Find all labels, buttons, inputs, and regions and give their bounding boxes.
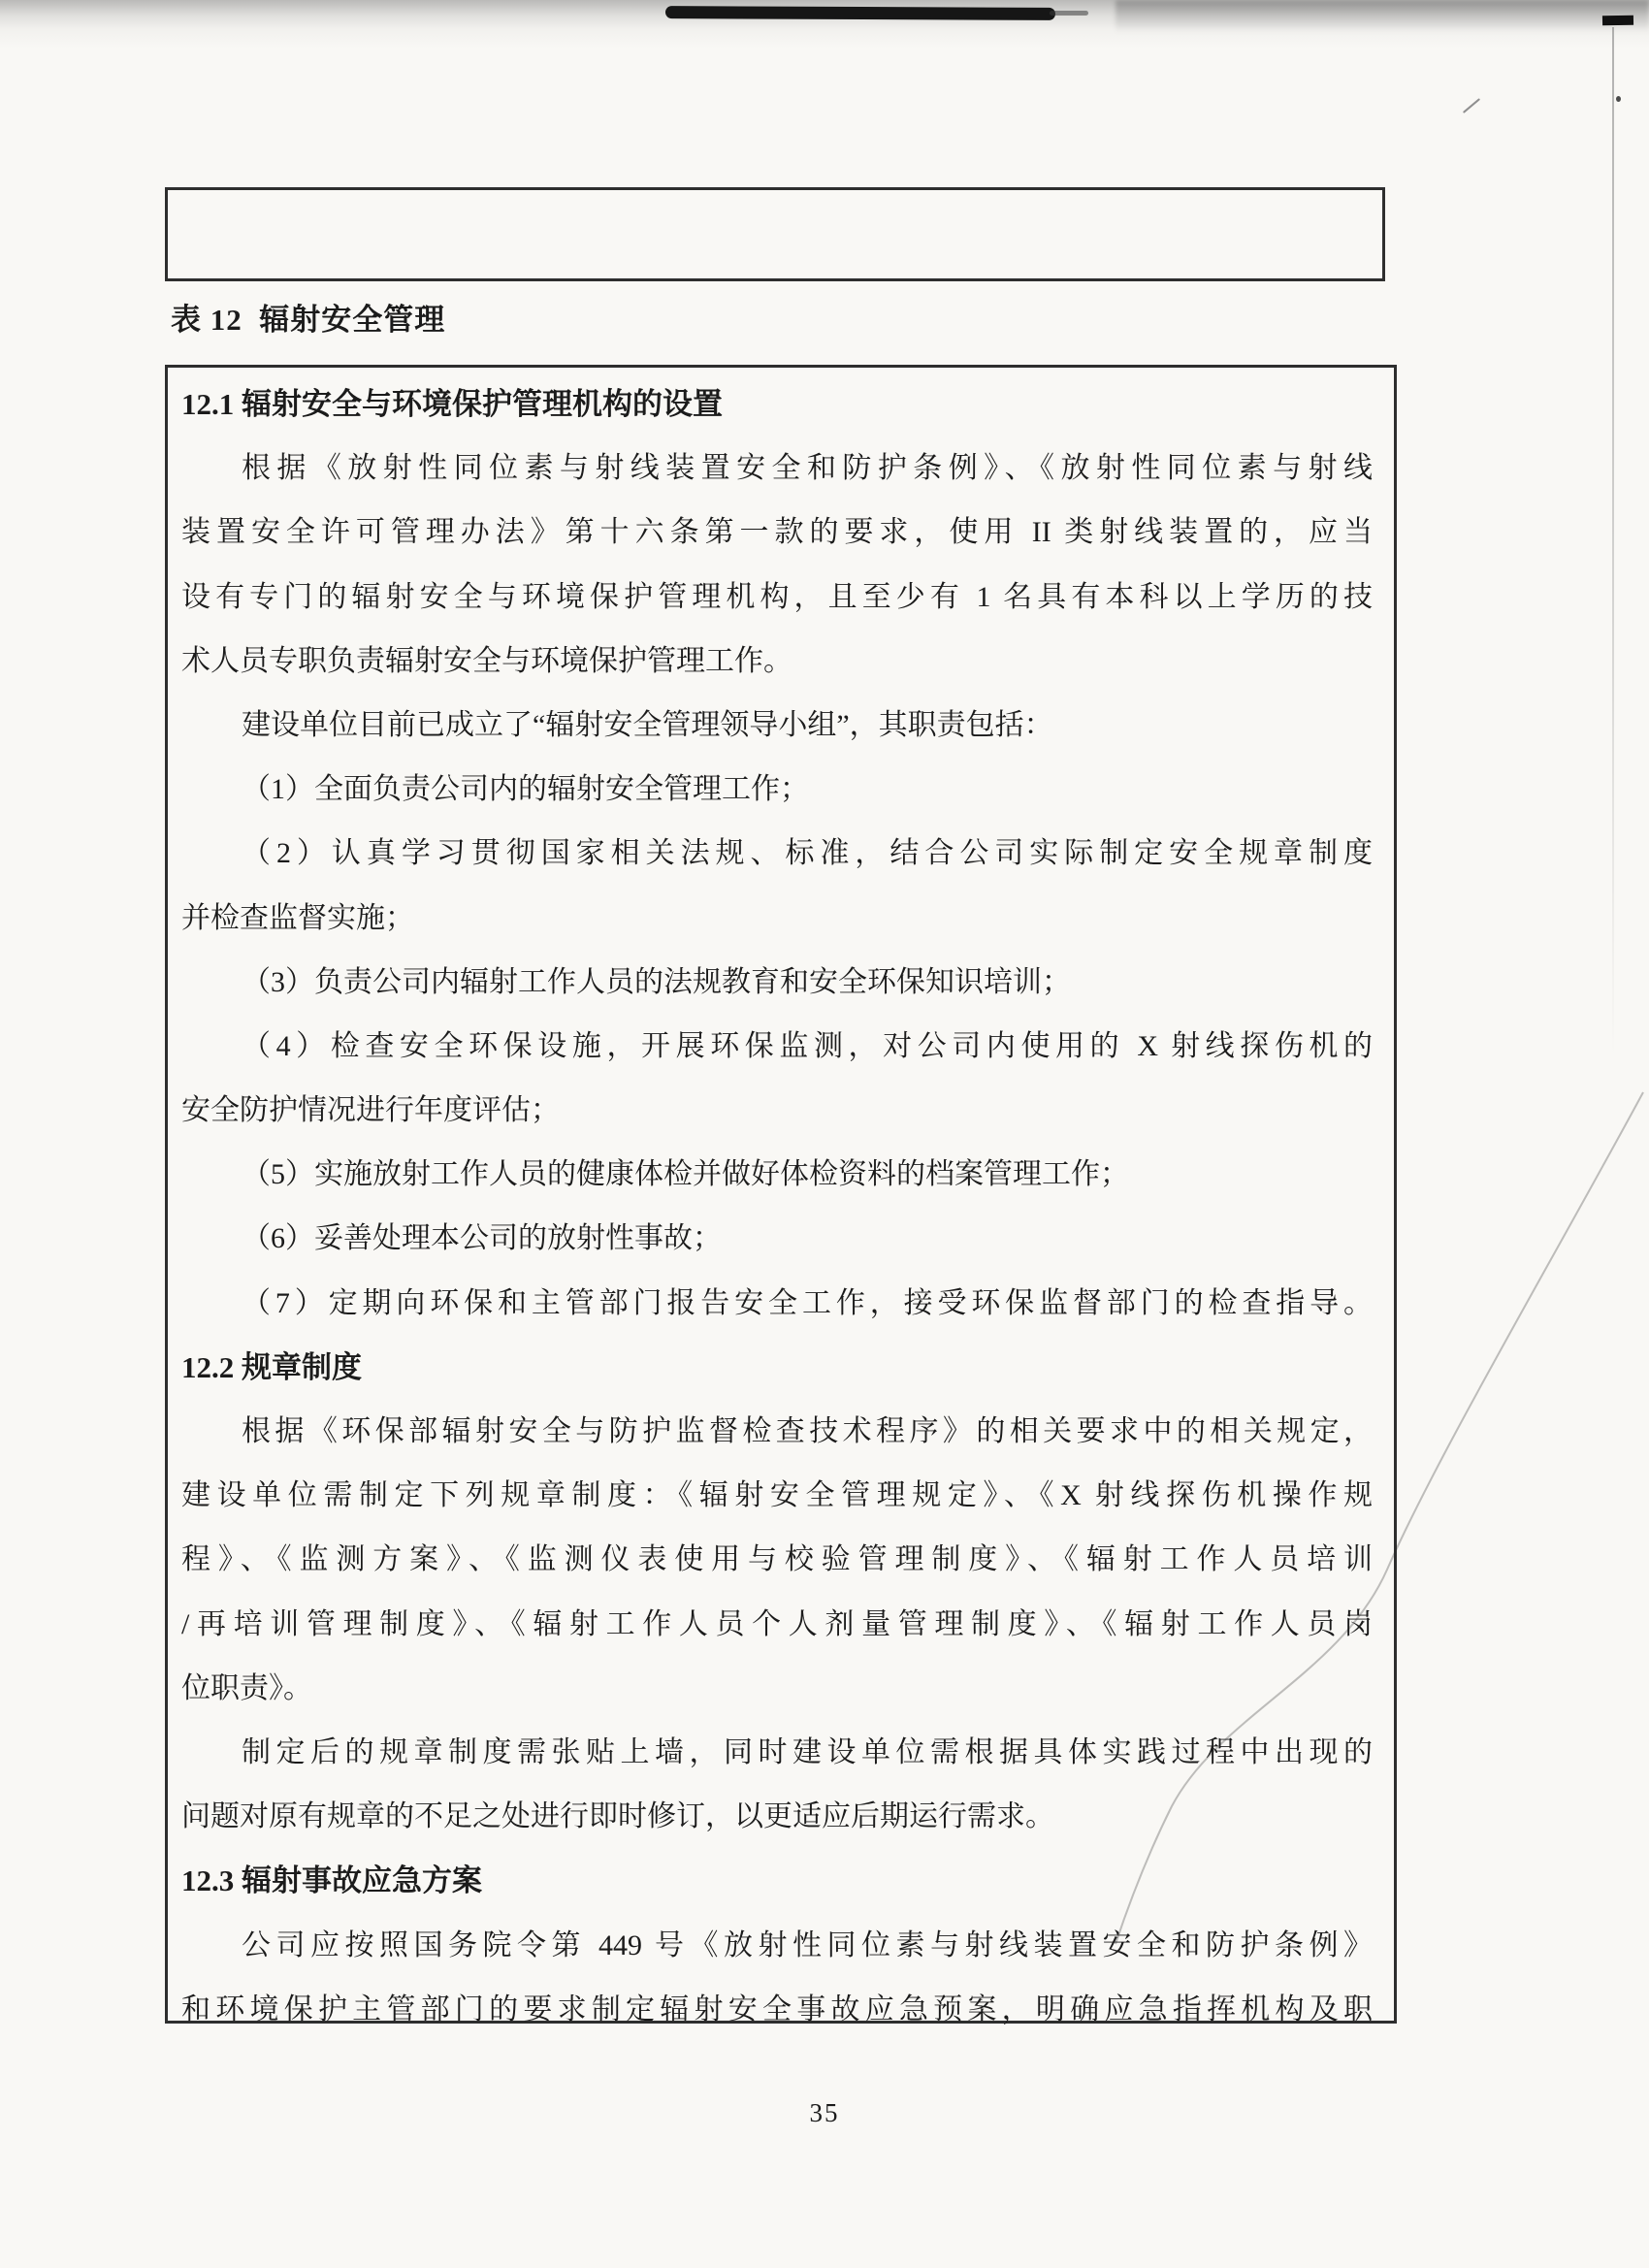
page-number: 35 <box>809 2098 840 2127</box>
dust-speck <box>1616 96 1621 102</box>
text-line: （2）认真学习贯彻国家相关法规、标准，结合公司实际制定安全规章制度 <box>242 837 1373 870</box>
top-scan-shadow-right <box>1116 0 1649 33</box>
text-line: 建设单位需制定下列规章制度：《辐射安全管理规定》、《X 射线探伤机操作规 <box>181 1479 1373 1512</box>
scanner-edge-line <box>1612 27 1614 1055</box>
ink-streak-artifact <box>665 6 1055 20</box>
text-line: 根据《放射性同位素与射线装置安全和防护条例》、《放射性同位素与射线 <box>242 452 1373 485</box>
text-line: 设有专门的辐射安全与环境保护管理机构，且至少有 1 名具有本科以上学历的技 <box>181 580 1373 613</box>
text-line: （7）定期向环保和主管部门报告安全工作，接受环保监督部门的检查指导。 <box>242 1286 1373 1319</box>
text-line: 并检查监督实施； <box>181 901 414 934</box>
table-lines <box>181 373 1373 2042</box>
text-line: （6）妥善处理本公司的放射性事故； <box>242 1222 722 1255</box>
text-line: 建设单位目前已成立了“辐射安全管理领导小组”，其职责包括： <box>242 708 1053 741</box>
section-heading: 12.2 规章制度 <box>181 1349 362 1384</box>
section-heading: 12.3 辐射事故应急方案 <box>181 1863 482 1898</box>
text-line: （1）全面负责公司内的辐射安全管理工作； <box>242 773 809 806</box>
text-line: 位职责》。 <box>181 1671 312 1704</box>
text-line: 根据《环保部辐射安全与防护监督检查技术程序》的相关要求中的相关规定， <box>242 1415 1373 1447</box>
text-line: 公司应按照国务院令第 449 号《放射性同位素与射线装置安全和防护条例》 <box>242 1928 1373 1961</box>
ink-streak-tail-artifact <box>1050 11 1088 16</box>
text-line: 术人员专职负责辐射安全与环境保护管理工作。 <box>181 644 792 677</box>
table-caption: 表 12 辐射安全管理 <box>171 303 446 337</box>
table-box <box>165 365 1397 2024</box>
text-line: 安全防护情况进行年度评估； <box>181 1094 560 1127</box>
text-line: （5）实施放射工作人员的健康体检并做好体检资料的档案管理工作； <box>242 1158 1129 1191</box>
text-line: （3）负责公司内辐射工作人员的法规教育和安全环保知识培训； <box>242 965 1071 998</box>
text-line: 制定后的规章制度需张贴上墙，同时建设单位需根据具体实践过程中出现的 <box>242 1735 1373 1768</box>
text-line: （4）检查安全环保设施，开展环保监测，对公司内使用的 X 射线探伤机的 <box>242 1029 1373 1062</box>
text-line: 问题对原有规章的不足之处进行即时修订，以更适应后期运行需求。 <box>181 1800 1054 1833</box>
text-line: /再培训管理制度》、《辐射工作人员个人剂量管理制度》、《辐射工作人员岗 <box>181 1607 1373 1640</box>
text-line: 装置安全许可管理办法》第十六条第一款的要求，使用 II 类射线装置的，应当 <box>181 516 1373 549</box>
text-line: 和环境保护主管部门的要求制定辐射安全事故应急预案，明确应急指挥机构及职 <box>181 1993 1373 2025</box>
stray-slash-mark <box>1463 98 1480 113</box>
section-heading: 12.1 辐射安全与环境保护管理机构的设置 <box>181 387 723 421</box>
corner-mark-artifact <box>1602 16 1633 26</box>
text-line: 程》、《监测方案》、《监测仪表使用与校验管理制度》、《辐射工作人员培训 <box>181 1543 1373 1576</box>
empty-header-box <box>165 187 1385 281</box>
